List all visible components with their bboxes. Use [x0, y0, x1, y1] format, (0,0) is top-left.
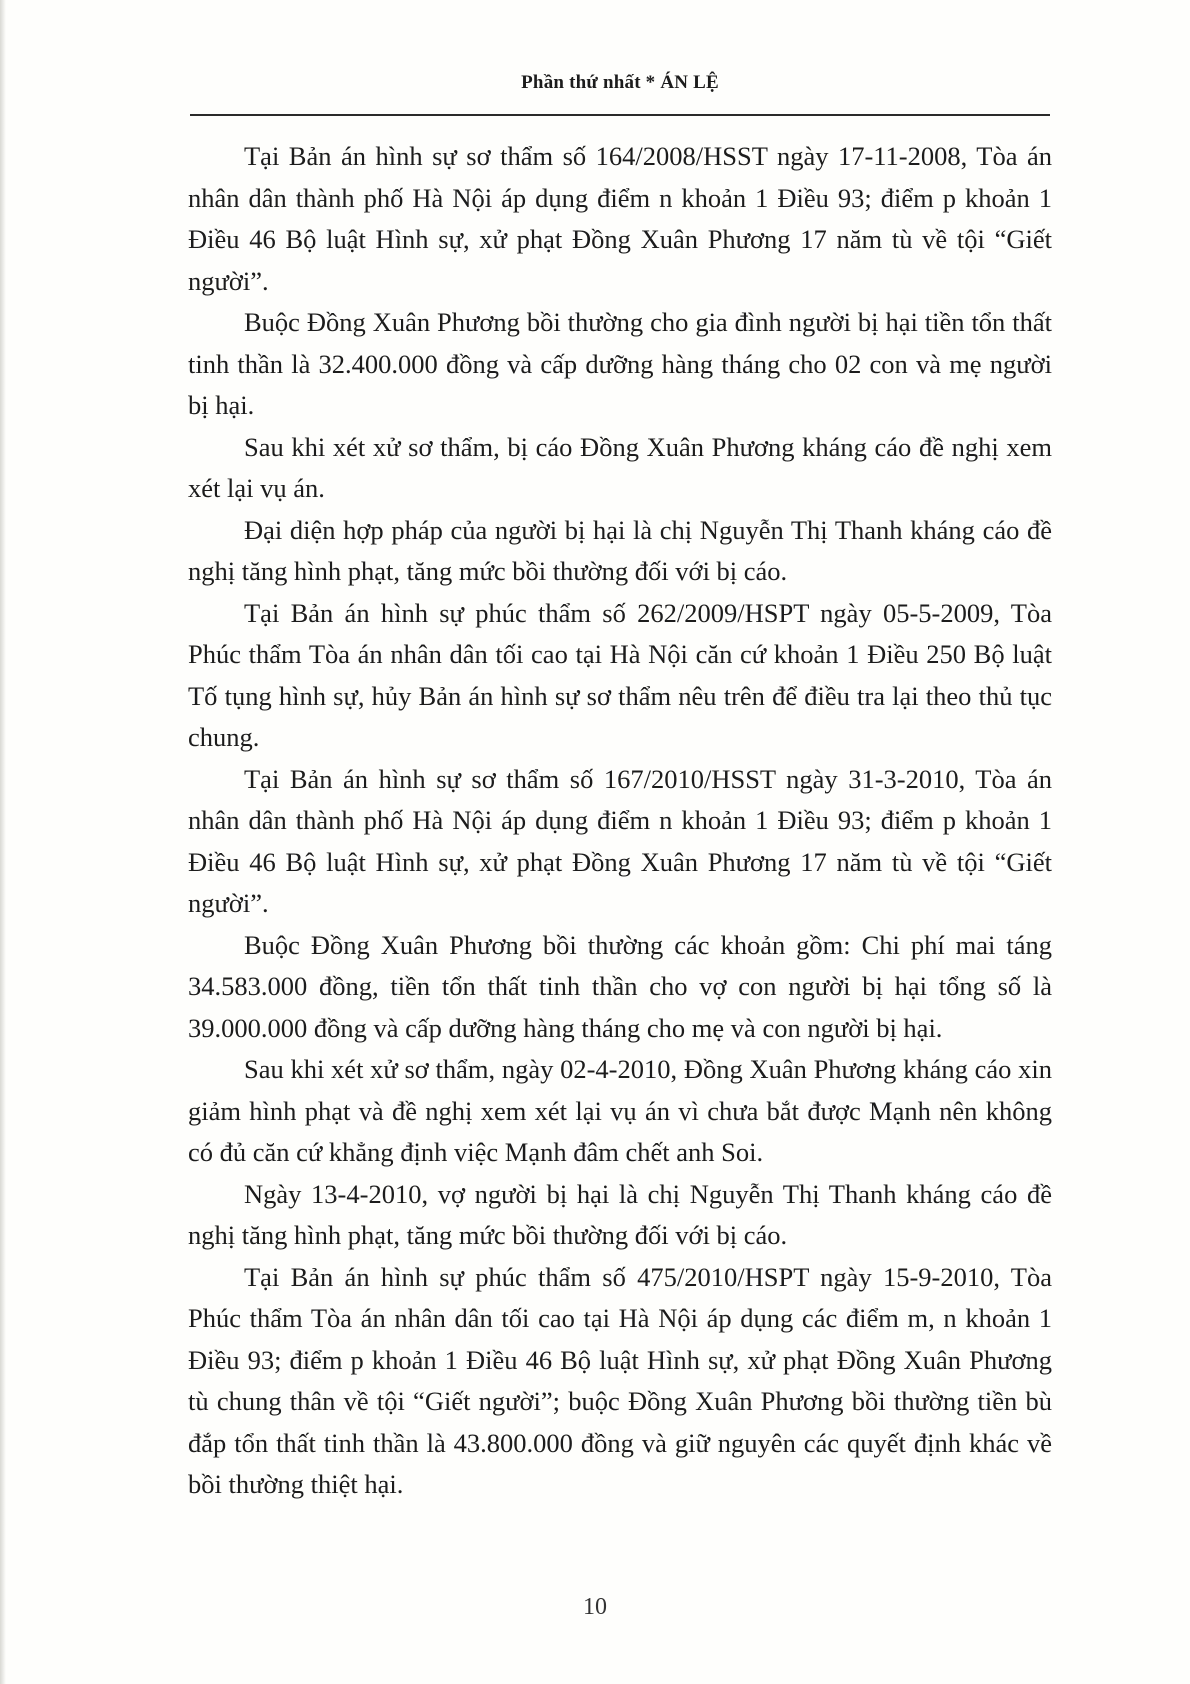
paragraph-victim-representative-appeal: Đại diện hợp pháp của người bị hại là chị Nguyễn Thị Thanh kháng cáo đề nghị tăng hình phạt, tăng mức bồi thường đối với bị cáo. [188, 514, 1052, 586]
scan-edge-shadow [0, 0, 6, 1684]
running-header [190, 58, 1050, 116]
paragraph-first-instance-2010: Tại Bản án hình sự sơ thẩm số 167/2010/HSST ngày 31-3-2010, Tòa án nhân dân thành phố Hà Nội áp dụng điểm n khoản 1 Điều 93; điểm p khoản 1 Điều 46 Bộ luật Hình sự, xử phạt Đồng Xuân Phương 17 năm tù về tội “Giết người”. [188, 763, 1052, 918]
running-header-title: Phần thứ nhất * ÁN LỆ [521, 72, 719, 93]
paragraph-compensation-2008: Buộc Đồng Xuân Phương bồi thường cho gia đình người bị hại tiền tổn thất tinh thần là 32.400.000 đồng và cấp dưỡng hàng tháng cho 02 con và mẹ người bị hại. [188, 307, 1052, 420]
page-number: 10 [583, 1594, 607, 1620]
paragraph-appeal-judgment-2010: Tại Bản án hình sự phúc thẩm số 475/2010/HSPT ngày 15-9-2010, Tòa Phúc thẩm Tòa án nhân dân tối cao tại Hà Nội áp dụng các điểm m, n khoản 1 Điều 93; điểm p khoản 1 Điều 46 Bộ luật Hình sự, xử phạt Đồng Xuân Phương tù chung thân về tội “Giết người”; buộc Đồng Xuân Phương bồi thường tiền bù đắp tổn thất tinh thần là 43.800.000 đồng và giữ nguyên các quyết định khác về bồi thường thiệt hại. [188, 1261, 1052, 1499]
paragraph-appeal-judgment-2009: Tại Bản án hình sự phúc thẩm số 262/2009/HSPT ngày 05-5-2009, Tòa Phúc thẩm Tòa án nhân dân tối cao tại Hà Nội căn cứ khoản 1 Điều 250 Bộ luật Tố tụng hình sự, hủy Bản án hình sự sơ thẩm nêu trên để điều tra lại theo thủ tục chung. [188, 597, 1052, 752]
body-text [188, 136, 1052, 1506]
paragraph-compensation-2010: Buộc Đồng Xuân Phương bồi thường các khoản gồm: Chi phí mai táng 34.583.000 đồng, tiền tổn thất tinh thần cho vợ con người bị hại tổng số là 39.000.000 đồng và cấp dưỡng hàng tháng cho mẹ và con người bị hại. [188, 929, 1052, 1043]
paragraph-wife-appeal-2010: Ngày 13-4-2010, vợ người bị hại là chị Nguyễn Thị Thanh kháng cáo đề nghị tăng hình phạt, tăng mức bồi thường đối với bị cáo. [188, 1178, 1052, 1250]
paragraph-first-instance-2008: Tại Bản án hình sự sơ thẩm số 164/2008/HSST ngày 17-11-2008, Tòa án nhân dân thành phố Hà Nội áp dụng điểm n khoản 1 Điều 93; điểm p khoản 1 Điều 46 Bộ luật Hình sự, xử phạt Đồng Xuân Phương 17 năm tù về tội “Giết người”. [188, 141, 1052, 296]
paragraph-defendant-appeal-2008: Sau khi xét xử sơ thẩm, bị cáo Đồng Xuân Phương kháng cáo đề nghị xem xét lại vụ án. [188, 431, 1052, 503]
paragraph-defendant-appeal-2010: Sau khi xét xử sơ thẩm, ngày 02-4-2010, Đồng Xuân Phương kháng cáo xin giảm hình phạt và đề nghị xem xét lại vụ án vì chưa bắt được Mạnh nên không có đủ căn cứ khẳng định việc Mạnh đâm chết anh Soi. [188, 1054, 1052, 1167]
